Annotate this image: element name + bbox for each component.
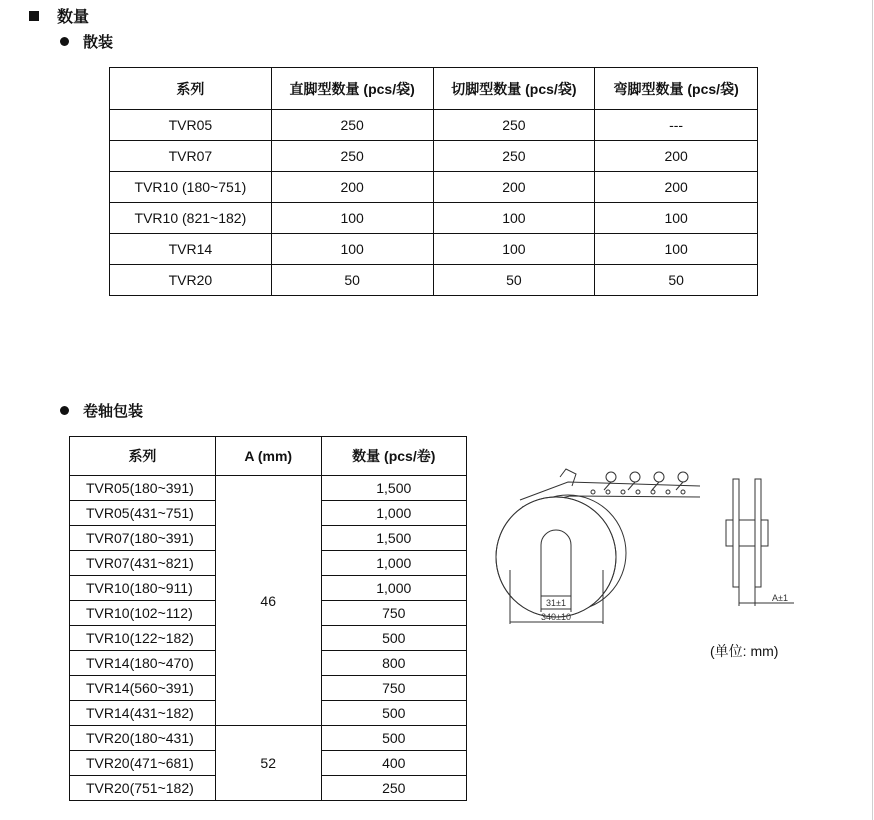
table-cell: 250 xyxy=(433,141,595,172)
table-cell: 800 xyxy=(321,651,466,676)
table-cell: 250 xyxy=(433,110,595,141)
table-cell: 500 xyxy=(321,726,466,751)
table-cell: TVR10(122~182) xyxy=(70,626,216,651)
table-cell: TVR10 (821~182) xyxy=(110,203,272,234)
table-cell: TVR14(431~182) xyxy=(70,701,216,726)
table-cell: 250 xyxy=(321,776,466,801)
table-cell: 1,000 xyxy=(321,551,466,576)
table-cell: TVR05 xyxy=(110,110,272,141)
table-cell: 100 xyxy=(433,234,595,265)
table-cell: 100 xyxy=(595,234,758,265)
header-quantity: 数量 (pcs/卷) xyxy=(321,437,466,476)
table-cell: TVR07(431~821) xyxy=(70,551,216,576)
table-cell: 400 xyxy=(321,751,466,776)
table-cell: TVR10(180~911) xyxy=(70,576,216,601)
table-cell: 100 xyxy=(595,203,758,234)
unit-note: (单位: mm) xyxy=(710,643,779,659)
tape-end xyxy=(560,469,576,486)
a-value-cell: 46 xyxy=(215,476,321,726)
table-cell: 1,000 xyxy=(321,501,466,526)
table-cell: 750 xyxy=(321,601,466,626)
table-cell: --- xyxy=(595,110,758,141)
table-cell: TVR07 xyxy=(110,141,272,172)
table-cell: TVR07(180~391) xyxy=(70,526,216,551)
table-cell: 1,500 xyxy=(321,476,466,501)
header-series: 系列 xyxy=(70,437,216,476)
table-cell: 50 xyxy=(595,265,758,296)
header-straight: 直脚型数量 (pcs/袋) xyxy=(271,68,433,110)
table-cell: TVR05(431~751) xyxy=(70,501,216,526)
table-cell: 100 xyxy=(271,234,433,265)
table-cell: 200 xyxy=(271,172,433,203)
bulk-title: 散装 xyxy=(83,34,114,51)
dim-reel-label: 340±10 xyxy=(541,612,571,622)
table-cell: 50 xyxy=(433,265,595,296)
table-cell: TVR05(180~391) xyxy=(70,476,216,501)
table-cell: 1,500 xyxy=(321,526,466,551)
table-cell: 750 xyxy=(321,676,466,701)
table-cell: 200 xyxy=(433,172,595,203)
table-cell: TVR10 (180~751) xyxy=(110,172,272,203)
header-cut: 切脚型数量 (pcs/袋) xyxy=(433,68,595,110)
table-cell: 100 xyxy=(271,203,433,234)
table-cell: TVR20(471~681) xyxy=(70,751,216,776)
reel-hub xyxy=(541,530,571,596)
header-a-mm: A (mm) xyxy=(215,437,321,476)
table-cell: 100 xyxy=(433,203,595,234)
table-cell: TVR14 xyxy=(110,234,272,265)
reel-side-view xyxy=(726,479,794,606)
table-cell: 1,000 xyxy=(321,576,466,601)
table-cell: TVR10(102~112) xyxy=(70,601,216,626)
dim-a-label: A±1 xyxy=(772,593,788,603)
table-cell: TVR14(560~391) xyxy=(70,676,216,701)
section-title: 数量 xyxy=(57,9,90,26)
table-cell: 200 xyxy=(595,172,758,203)
table-cell: 250 xyxy=(271,110,433,141)
table-cell: 200 xyxy=(595,141,758,172)
header-bent: 弯脚型数量 (pcs/袋) xyxy=(595,68,758,110)
table-cell: TVR20(180~431) xyxy=(70,726,216,751)
reel-title: 卷轴包装 xyxy=(83,403,144,420)
table-cell: 500 xyxy=(321,626,466,651)
dim-hub-label: 31±1 xyxy=(546,598,566,608)
a-value-cell: 52 xyxy=(215,726,321,801)
table-cell: TVR20(751~182) xyxy=(70,776,216,801)
table-cell: 50 xyxy=(271,265,433,296)
table-cell: TVR14(180~470) xyxy=(70,651,216,676)
table-cell: 250 xyxy=(271,141,433,172)
table-cell: 500 xyxy=(321,701,466,726)
table-cell: TVR20 xyxy=(110,265,272,296)
header-series: 系列 xyxy=(110,68,272,110)
